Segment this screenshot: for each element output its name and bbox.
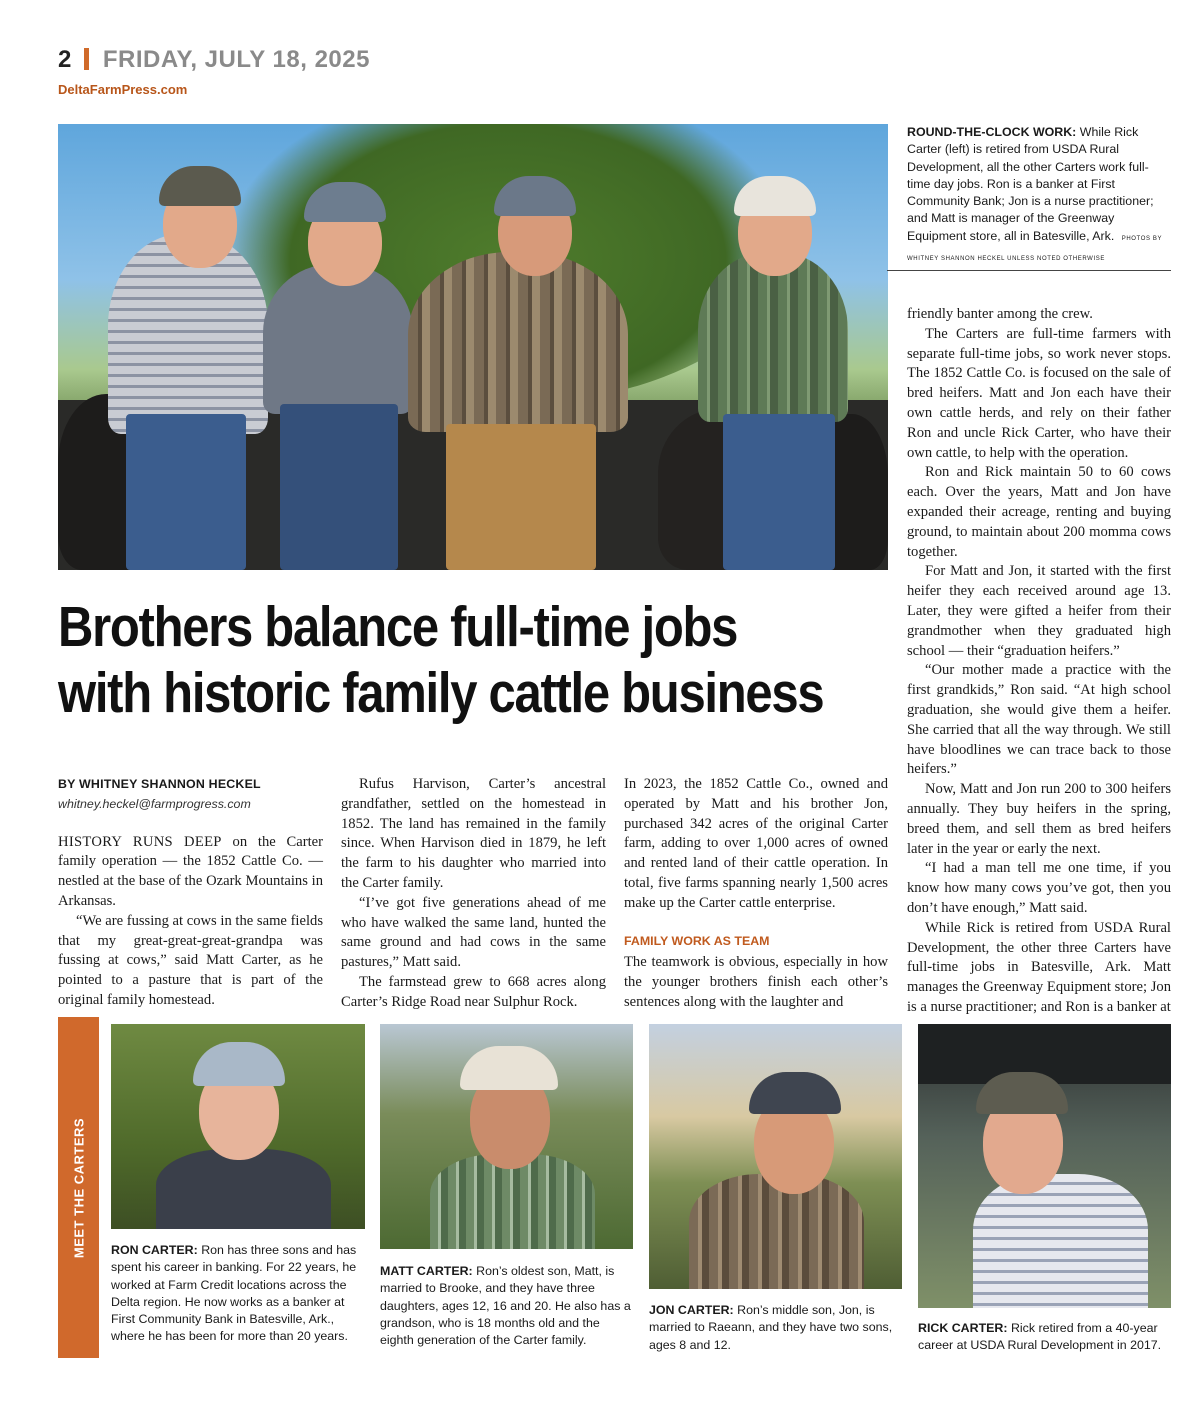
jon-carter-photo <box>649 1024 902 1289</box>
matt-carter-photo <box>380 1024 633 1249</box>
caption-text: While Rick Carter (left) is retired from USDA Rural Development, all the other Carters work full-time day jobs. Ron is a banker at First Community Bank; Jon is a nurse practitioner; and Matt is manager of the Greenway Equipment store, all in Batesville, Ark. <box>907 125 1154 243</box>
matt-carter-caption <box>380 1263 633 1349</box>
article-paragraph: For Matt and Jon, it started with the first heifer they each received around age 13. Later, they were gifted a heifer from their grandmother when they graduated high school — their “graduation heifers.” <box>907 563 1171 659</box>
article-paragraph: In 2023, the 1852 Cattle Co., owned and operated by Matt and his brother Jon, purchased 342 acres of the original Carter farm, adding to over 1,000 acres of owned and rented land of their cattle operation. In total, five farms spanning nearly 1,500 acres make up the Carter cattle enterprise. <box>624 776 888 911</box>
person-name: RON CARTER: <box>111 1243 198 1257</box>
caption-label: ROUND-THE-CLOCK WORK: <box>907 125 1077 139</box>
person-name: JON CARTER: <box>649 1303 734 1317</box>
person-name: RICK CARTER: <box>918 1321 1008 1335</box>
article-paragraph: “Our mother made a practice with the first grandkids,” Ron said. “At high school graduation, she would give them a heifer. She carried that all the way through. We still have bloodlines we can trace back to those heifers.” <box>907 662 1171 778</box>
article-column-3 <box>624 775 888 1013</box>
article-column-2 <box>341 775 606 1013</box>
article-paragraph: The Carters are full-time farmers with separate full-time jobs, so work never stops. The 1852 Cattle Co. is focused on the sale of bred heifers. Matt and Jon each have their own cattle herds, and rely on their father Ron and uncle Rick Carter, who have their own cattle, to help with the operation. <box>907 325 1171 461</box>
article-paragraph: HISTORY RUNS DEEP on the Carter family operation — the 1852 Cattle Co. — nestled at the base of the Ozark Mountains in Arkansas. <box>58 833 323 909</box>
article-paragraph: Now, Matt and Jon run 200 to 300 heifers annually. They buy heifers in the spring, breed them, and sell them as bred heifers later in the year or early the next. <box>907 781 1171 857</box>
caption-rule <box>887 270 1171 271</box>
person-bio: Ron’s oldest son, Matt, is married to Brooke, and they have three daughters, ages 12, 16 and 20. He also has a grandson, who is 18 months old and the eighth generation of the Carter family. <box>380 1264 631 1348</box>
headline-line-1: Brothers balance full-time jobs <box>58 595 738 659</box>
article-paragraph: The farmstead grew to 668 acres along Carter’s Ridge Road near Sulphur Rock. <box>341 973 606 1010</box>
hero-photo <box>58 124 888 570</box>
folio-divider <box>84 48 89 70</box>
article-paragraph: The teamwork is obvious, especially in how the younger brothers finish each other’s sentences along with the laughter and <box>624 954 888 1010</box>
article-paragraph: “We are fussing at cows in the same fields that my great-great-great-grandpa was fussing at cows,” said Matt Carter, as he pointed to a pasture that is part of the original family homestead. <box>58 912 323 1008</box>
byline-author: BY WHITNEY SHANNON HECKEL <box>58 777 261 791</box>
person-bio: Ron’s middle son, Jon, is married to Raeann, and they have two sons, ages 8 and 12. <box>649 1303 893 1352</box>
article-column-1 <box>58 775 323 1011</box>
article-paragraph: “I’ve got five generations ahead of me who have walked the same land, hunted the same ground and had cows in the same pastures,” Matt said. <box>341 894 606 971</box>
subhead: FAMILY WORK AS TEAM <box>624 933 770 948</box>
lead-in-caps: HISTORY RUNS DEEP <box>58 833 222 850</box>
person-name: MATT CARTER: <box>380 1264 473 1278</box>
page-folio <box>58 46 370 74</box>
page-number: 2 <box>58 46 72 73</box>
hero-photo-caption <box>907 124 1171 268</box>
section-label: MEET THE CARTERS <box>71 1117 86 1258</box>
issue-date: FRIDAY, JULY 18, 2025 <box>102 46 370 73</box>
meet-the-carters-tab <box>58 1017 99 1358</box>
article-paragraph: Ron and Rick maintain 50 to 60 cows each. Over the years, Matt and Jon have expanded their acreage, renting and buying ground, to maintain about 200 momma cows together. <box>907 464 1171 560</box>
person-bio: Rick retired from a 40-year career at USDA Rural Development in 2017. <box>918 1321 1162 1353</box>
headline <box>58 594 824 726</box>
jon-carter-caption <box>649 1302 902 1354</box>
person-bio: Ron has three sons and has spent his career in banking. For 22 years, he worked at Farm Credit locations across the Delta region. He now works as a banker at First Community Bank in Batesville, Ark., where he has been for more than 20 years. <box>111 1243 357 1344</box>
headline-line-2: with historic family cattle business <box>58 661 824 725</box>
rick-carter-photo <box>918 1024 1171 1308</box>
article-paragraph: Rufus Harvison, Carter’s ancestral grandfather, settled on the homestead in 1852. The land has remained in the family since. When Harvison died in 1879, he left the farm to his daughter who married into the Carter family. <box>341 776 606 891</box>
rick-carter-caption <box>918 1320 1171 1355</box>
article-paragraph: While Rick is retired from USDA Rural Development, the other three Carters have full-time jobs in Batesville, Ark. Matt manages the Greenway Equipment store; Jon is a nurse practitioner; and Ron is a banker at <box>907 919 1171 1015</box>
article-paragraph: “I had a man tell me one time, if you know how many cows you’ve got, then you don’t have enough,” Matt said. <box>907 860 1171 916</box>
article-paragraph: friendly banter among the crew. <box>907 306 1093 322</box>
website-link[interactable]: DeltaFarmPress.com <box>58 82 188 97</box>
article-column-4 <box>907 305 1171 1018</box>
byline-email[interactable]: whitney.heckel@farmprogress.com <box>58 796 251 811</box>
ron-carter-photo <box>111 1024 365 1229</box>
photo-credit: PHOTOS BY WHITNEY SHANNON HECKEL UNLESS NOTED OTHERWISE <box>907 235 1162 263</box>
ron-carter-caption <box>111 1242 365 1346</box>
